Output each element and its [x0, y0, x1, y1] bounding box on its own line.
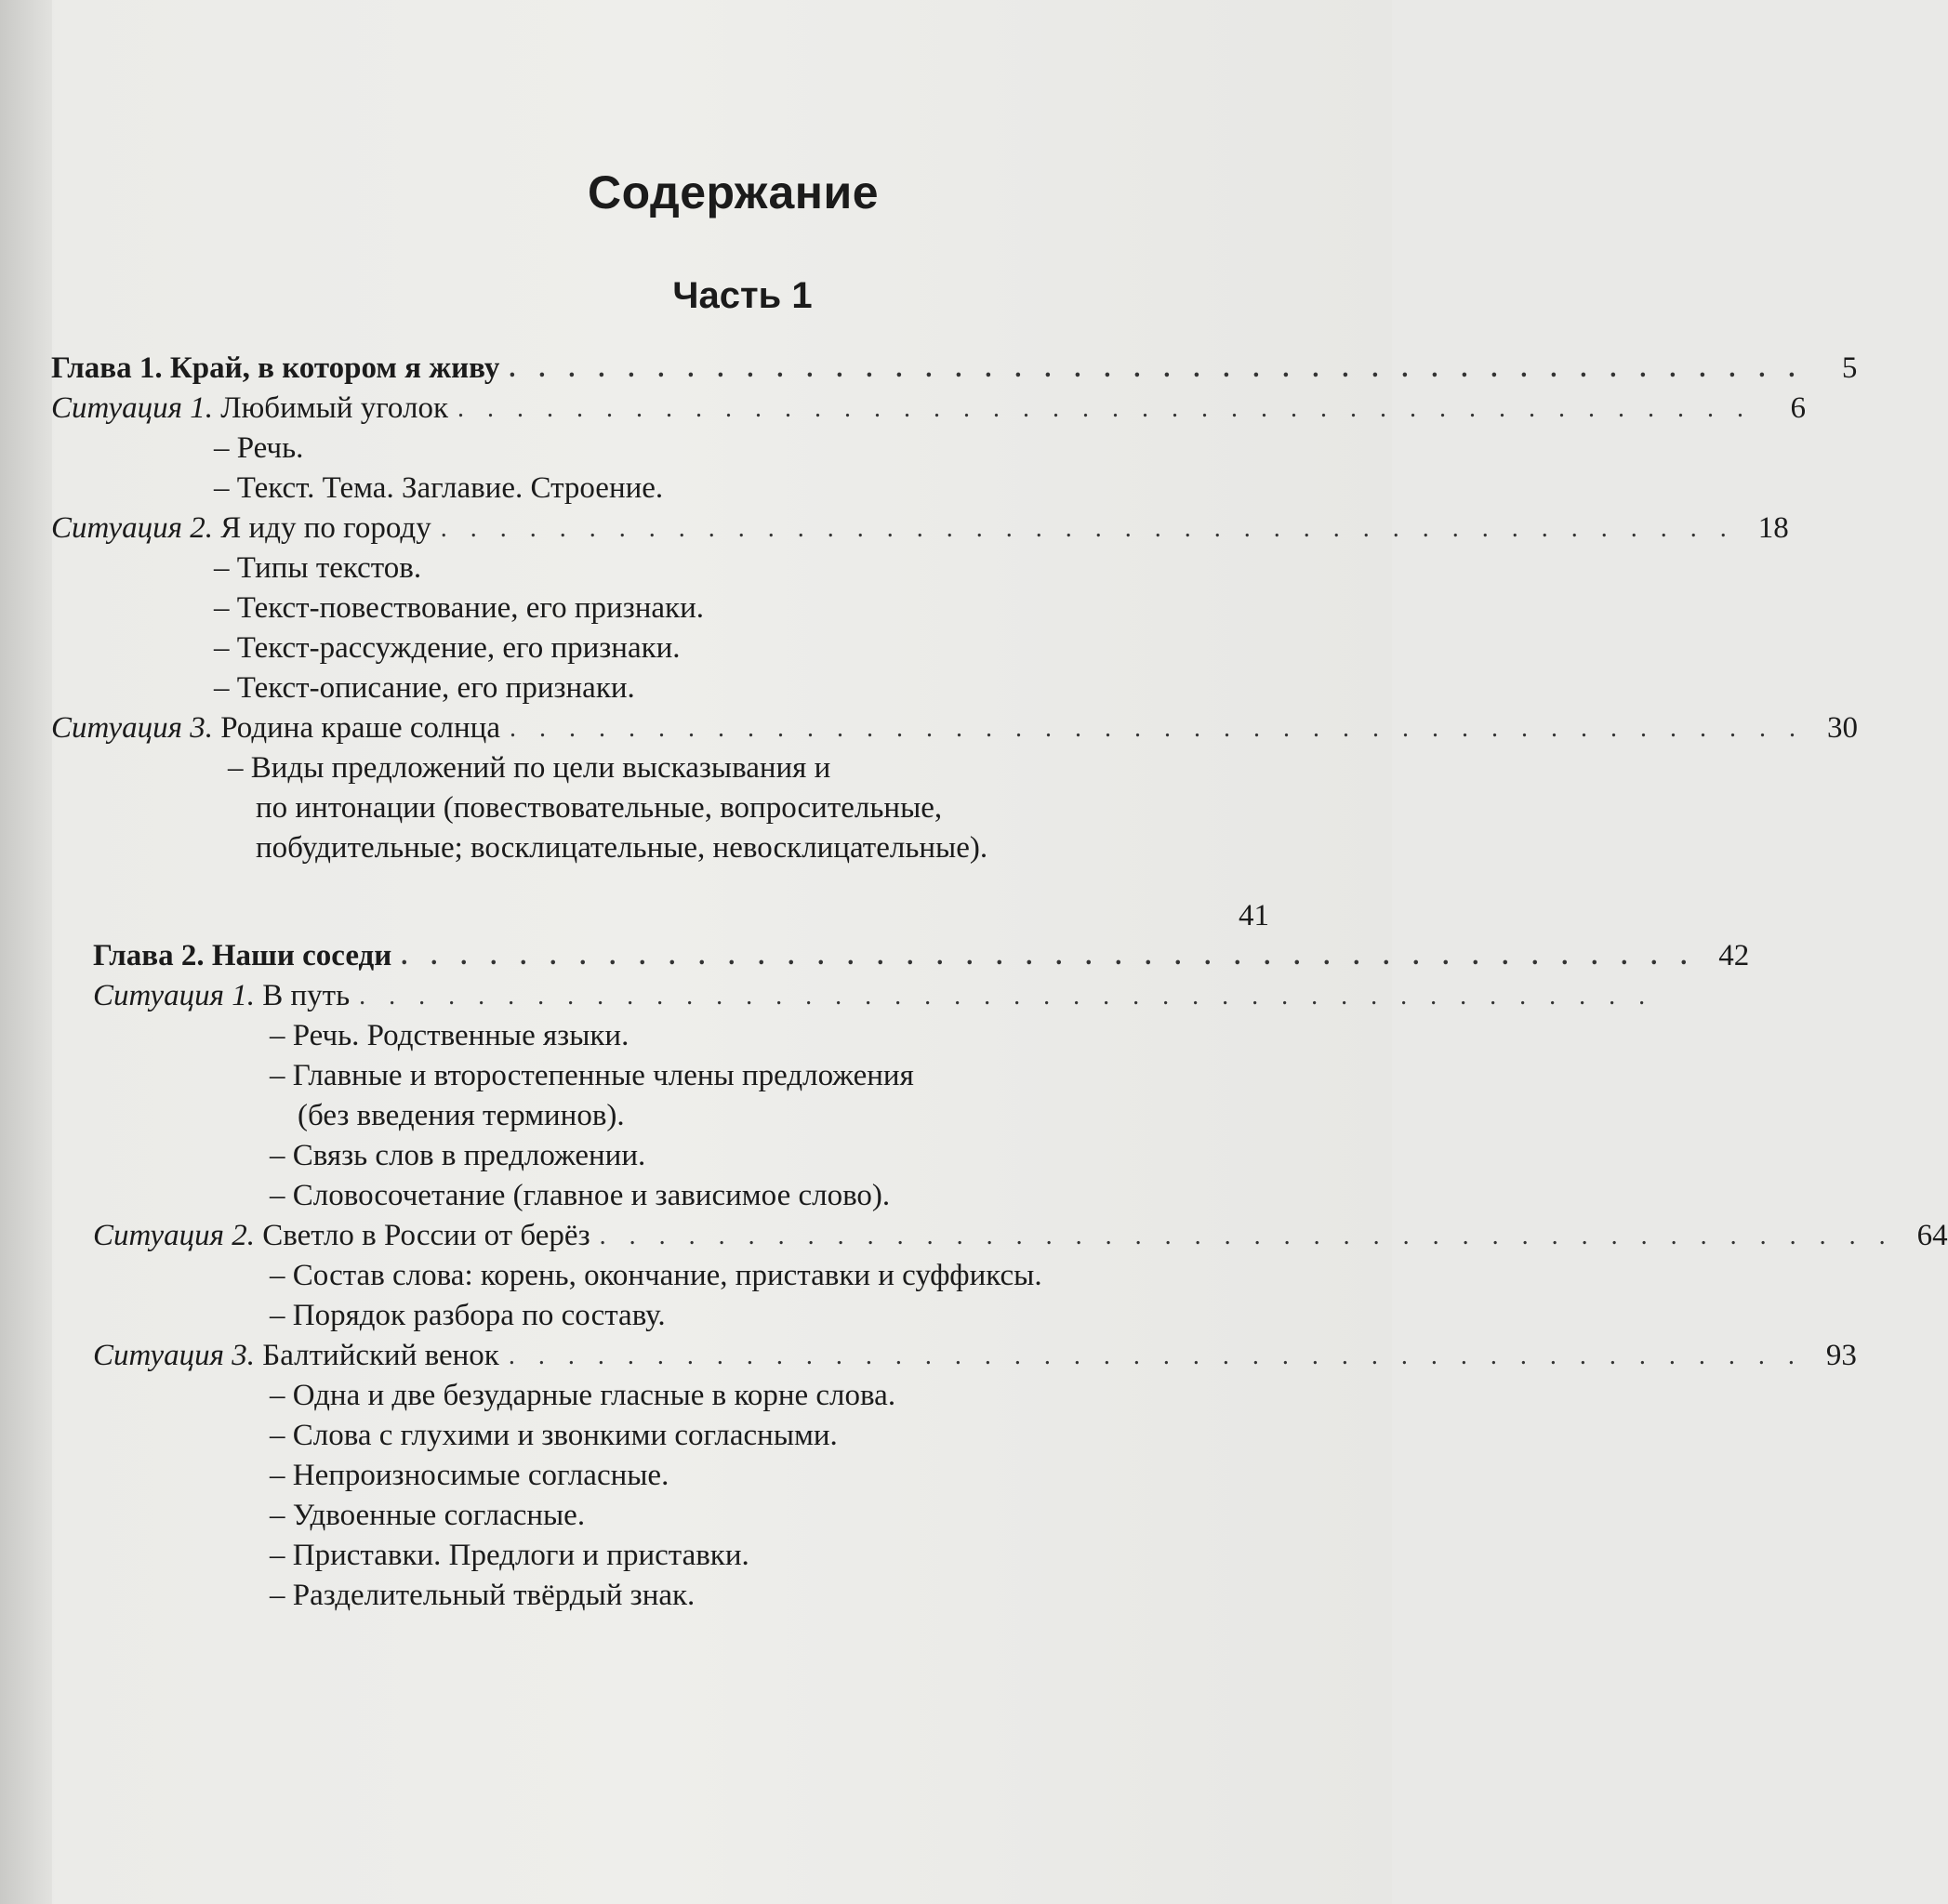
situation-1-1-row[interactable]: [51, 389, 1806, 429]
situation-label: Ситуация 3.: [93, 1339, 256, 1372]
leader-dots: . . . . . . . . . . . . . . . . . . . . . . . . . . . . . . . . . . . . . . . . . . . .: [508, 1342, 1803, 1370]
list-item-continuation: побудительные; восклицательные, невосклицательные).: [256, 831, 988, 865]
list-item: – Разделительный твёрдый знак.: [270, 1579, 696, 1612]
situation-2-3-heading: [93, 1336, 499, 1376]
chapter-2-title: Глава 2. Наши соседи: [93, 939, 392, 972]
situation-1-2-heading: [51, 509, 431, 549]
chapter-2-page: 42: [1718, 939, 1750, 972]
list-item-continuation: (без введения терминов).: [298, 1099, 625, 1132]
leader-dots: . . . . . . . . . . . . . . . . . . . . . . . . . . . . . . . . . . . . . . . . . . . .: [599, 1222, 1894, 1250]
table-of-contents: [51, 349, 1948, 1616]
list-item: – Непроизносимые согласные.: [270, 1459, 669, 1492]
situation-title: Светло в России от берёз: [262, 1219, 590, 1252]
situation-2-2-page: 64: [1916, 1219, 1948, 1252]
page-title: Содержание: [587, 166, 880, 218]
list-item: – Одна и две безударные гласные в корне слова.: [270, 1379, 896, 1412]
situation-1-1-heading: [51, 389, 448, 429]
situation-label: Ситуация 1.: [51, 391, 214, 425]
situation-2-2-heading: [93, 1216, 590, 1256]
situation-label: Ситуация 1.: [93, 979, 256, 1012]
situation-1-3-page: 30: [1827, 711, 1858, 745]
situation-label: Ситуация 2.: [93, 1219, 256, 1252]
leader-dots: . . . . . . . . . . . . . . . . . . . . . . . . . . . . . . . . . . . . . . . . . . . .: [359, 982, 1654, 1011]
list-item: – Текст-рассуждение, его признаки.: [214, 631, 681, 665]
list-item: – Текст-описание, его признаки.: [214, 671, 635, 705]
situation-1-2-page: 18: [1757, 511, 1789, 545]
chapter-1-end-row: [51, 896, 1269, 936]
leader-dots: . . . . . . . . . . . . . . . . . . . . . . . . . . . . . . . . . . . . . . . . . . . .: [401, 942, 1696, 971]
situation-2-2-row[interactable]: [93, 1216, 1948, 1256]
list-item: – Речь.: [214, 431, 304, 465]
leader-dots: . . . . . . . . . . . . . . . . . . . . . . . . . . . . . . . . . . . . . . . . . . . .: [510, 714, 1804, 743]
situation-label: Ситуация 3.: [51, 711, 214, 745]
list-item: – Текст-повествование, его признаки.: [214, 591, 704, 625]
leader-dots: . . . . . . . . . . . . . . . . . . . . . . . . . . . . . . . . . . . . . . . . . . . .: [509, 354, 1804, 383]
situation-title: Родина краше солнца: [220, 711, 500, 745]
list-item: – Связь слов в предложении.: [270, 1139, 646, 1172]
list-item: – Типы текстов.: [214, 551, 422, 585]
list-item: – Речь. Родственные языки.: [270, 1019, 629, 1052]
situation-2-1-heading: [93, 976, 350, 1016]
list-item: – Слова с глухими и звонкими согласными.: [270, 1419, 838, 1452]
list-item-continuation: по интонации (повествовательные, вопросительные,: [256, 791, 943, 825]
situation-1-3-heading: [51, 708, 500, 748]
chapter-1-row[interactable]: [51, 349, 1858, 389]
list-item: – Удвоенные согласные.: [270, 1499, 586, 1532]
situation-title: Я иду по городу: [220, 511, 431, 545]
situation-1-2-row[interactable]: [51, 509, 1789, 549]
leader-dots: . . . . . . . . . . . . . . . . . . . . . . . . . . . . . . . . . . . . . . . . . . . .: [440, 514, 1735, 543]
part-title: Часть 1: [672, 275, 813, 316]
situation-label: Ситуация 2.: [51, 511, 214, 545]
situation-2-3-page: 93: [1825, 1339, 1857, 1372]
list-item: – Главные и второстепенные члены предложения: [270, 1059, 914, 1092]
list-item: – Состав слова: корень, окончание, приставки и суффиксы.: [270, 1259, 1042, 1292]
chapter-1-end-page: 41: [1239, 899, 1269, 932]
situation-title: Балтийский венок: [262, 1339, 499, 1372]
list-item: – Словосочетание (главное и зависимое слово).: [270, 1179, 891, 1212]
spacer: [51, 868, 1269, 896]
situation-1-1-page: 6: [1790, 391, 1806, 425]
situation-title: Любимый уголок: [220, 391, 448, 425]
chapter-1-title: Глава 1. Край, в котором я живу: [51, 351, 500, 385]
list-item: – Текст. Тема. Заглавие. Строение.: [214, 471, 664, 505]
situation-1-3-row[interactable]: [51, 708, 1858, 748]
situation-title: В путь: [262, 979, 351, 1012]
leader-dots: . . . . . . . . . . . . . . . . . . . . . . . . . . . . . . . . . . . . . . . . . . . .: [457, 394, 1752, 423]
list-item: – Виды предложений по цели высказывания и: [228, 751, 831, 785]
chapter-2-row[interactable]: [93, 936, 1750, 976]
chapter-1-page: 5: [1841, 351, 1858, 385]
situation-2-3-row[interactable]: [93, 1336, 1857, 1376]
list-item: – Приставки. Предлоги и приставки.: [270, 1539, 749, 1572]
list-item: – Порядок разбора по составу.: [270, 1299, 666, 1332]
situation-2-1-row[interactable]: [93, 976, 1654, 1016]
